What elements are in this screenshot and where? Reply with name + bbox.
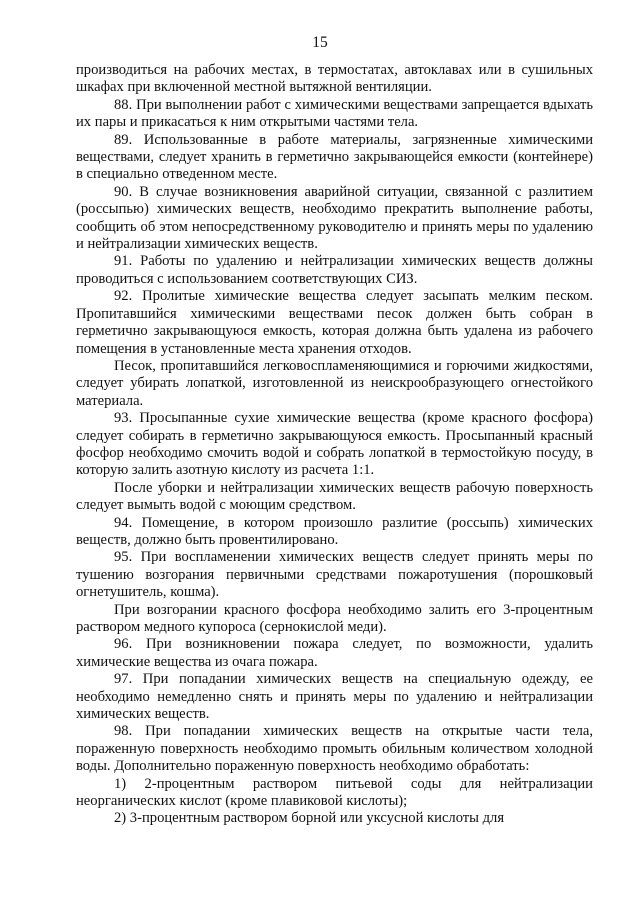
paragraph-90: 90. В случае возникновения аварийной ситуации, связанной с разлитием (россыпью) химических веществ, необходимо прекратить выполнение работы, сообщить об этом непосредственному руководителю и принять меры по удалению и нейтрализации химических веществ. <box>76 183 593 253</box>
paragraph-89: 89. Использованные в работе материалы, загрязненные химическими веществами, следует хранить в герметично закрывающейся емкости (контейнере) в специально отведенном месте. <box>76 131 593 183</box>
paragraph-95-phosphorus: При возгорании красного фосфора необходимо залить его 3-процентным раствором медного купороса (сернокислой меди). <box>76 601 593 635</box>
paragraph-95: 95. При воспламенении химических веществ следует принять меры по тушению возгорания первичными средствами пожаротушения (порошковый огнетушитель, кошма). <box>76 549 593 601</box>
paragraph-96: 96. При возникновении пожара следует, по возможности, удалить химические вещества из очага пожара. <box>76 636 593 670</box>
document-body <box>76 62 593 828</box>
list-item-2: 2) 3-процентным раствором борной или уксусной кислоты для <box>114 810 505 827</box>
page-number: 15 <box>312 34 328 51</box>
paragraph-93: 93. Просыпанные сухие химические вещества (кроме красного фосфора) следует собирать в герметично закрывающуюся емкость. Просыпанный красный фосфор необходимо смочить водой и собрать лопаткой в термостойкую посуду, в которую залить азотную кислоту из расчета 1:1. <box>76 410 593 479</box>
paragraph-88: 88. При выполнении работ с химическими веществами запрещается вдыхать их пары и прикасаться к ним открытыми частями тела. <box>76 96 593 131</box>
paragraph-91: 91. Работы по удалению и нейтрализации химических веществ должны проводиться с использованием соответствующих СИЗ. <box>76 253 593 287</box>
paragraph-92-sand: Песок, пропитавшийся легковоспламеняющимися и горючими жидкостями, следует убирать лопаткой, изготовленной из неискрообразующего огнестойкого материала. <box>76 357 593 409</box>
paragraph-93-cleanup: После уборки и нейтрализации химических веществ рабочую поверхность следует вымыть водой с моющим средством. <box>76 479 593 514</box>
list-item-1: 1) 2-процентным раствором питьевой соды для нейтрализации неорганических кислот (кроме плавиковой кислоты); <box>76 775 593 810</box>
paragraph-87-continuation: производиться на рабочих местах, в термостатах, автоклавах или в сушильных шкафах при включенной местной вытяжной вентиляции. <box>76 62 593 96</box>
paragraph-97: 97. При попадании химических веществ на специальную одежду, ее необходимо немедленно снять и принять меры по удалению и нейтрализации химических веществ. <box>76 671 593 723</box>
paragraph-92: 92. Пролитые химические вещества следует засыпать мелким песком. Пропитавшийся химическими веществами песок должен быть собран в герметично закрывающуюся емкость, которая должна быть удалена из рабочего помещения в установленные места хранения отходов. <box>76 288 593 357</box>
paragraph-98: 98. При попадании химических веществ на открытые части тела, пораженную поверхность необходимо промыть обильным количеством холодной воды. Дополнительно пораженную поверхность необходимо обработать: <box>76 723 593 775</box>
paragraph-94: 94. Помещение, в котором произошло разлитие (россыпь) химических веществ, должно быть провентилировано. <box>76 514 593 548</box>
